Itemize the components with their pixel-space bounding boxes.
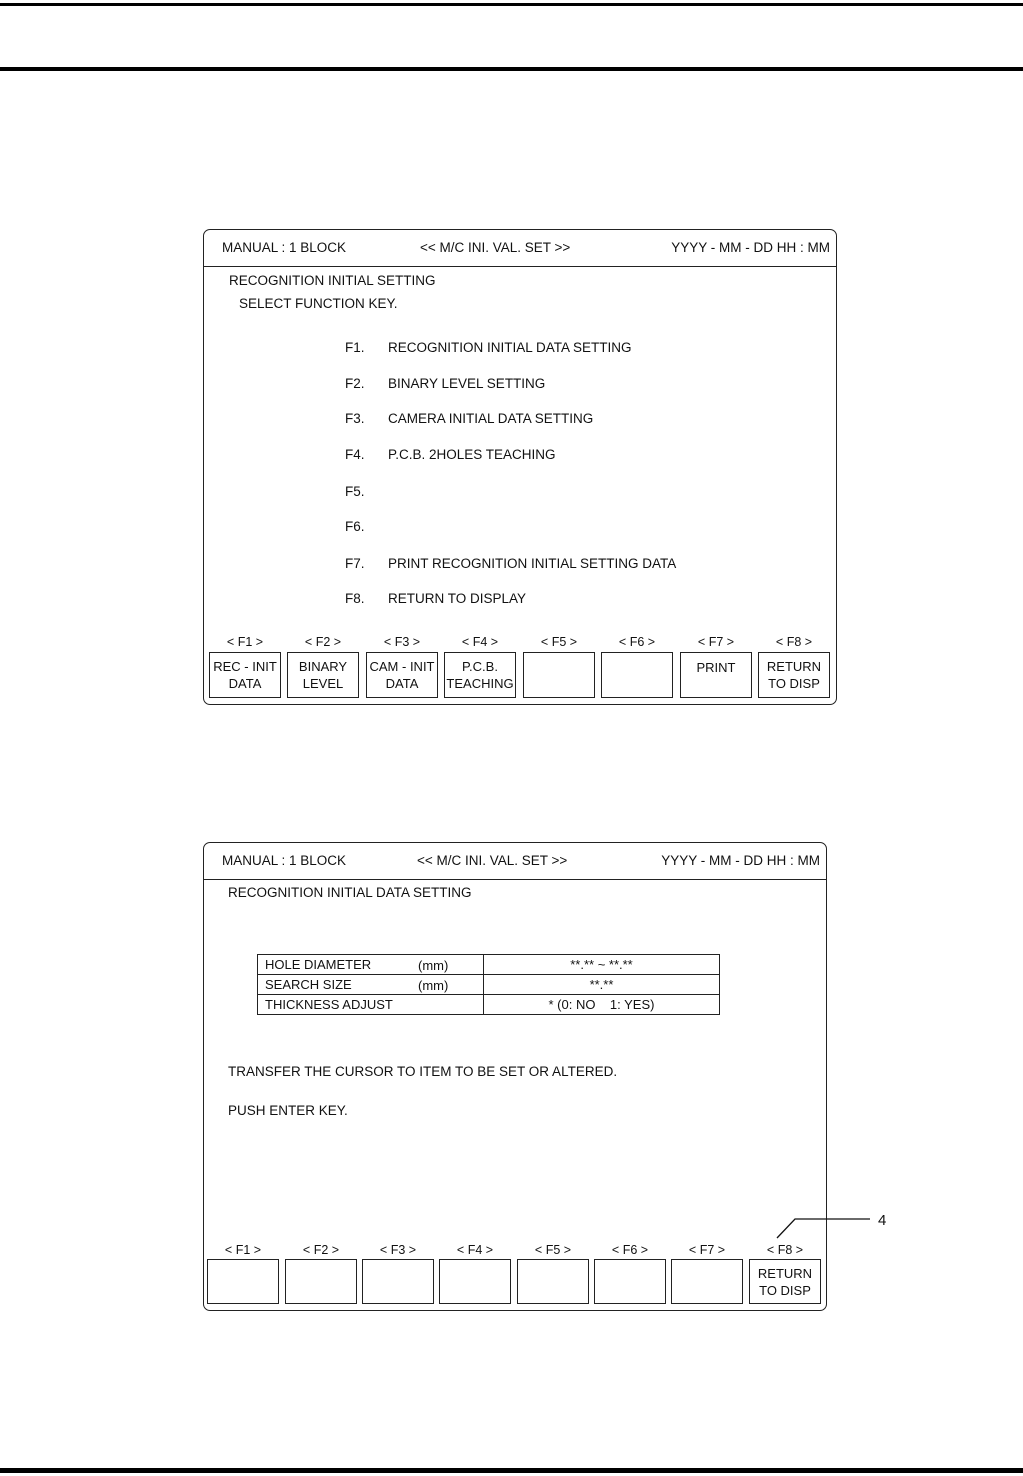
f6-button[interactable] <box>594 1259 666 1304</box>
fkey-label-f3: < F3 > <box>379 1243 417 1257</box>
table-row-search-size[interactable] <box>258 975 720 995</box>
header-title: << M/C INI. VAL. SET >> <box>417 853 568 868</box>
fkey-label-f2: < F2 > <box>302 1243 340 1257</box>
f3-button[interactable] <box>362 1259 434 1304</box>
callout-number: 4 <box>878 1212 887 1229</box>
f7-button[interactable] <box>671 1259 743 1304</box>
f7-print-button[interactable] <box>680 652 752 698</box>
menu-key: F6. <box>345 519 365 534</box>
table-row-thickness-adjust[interactable] <box>258 995 720 1015</box>
f2-binary-level-button[interactable] <box>287 652 359 698</box>
menu-text: RETURN TO DISPLAY <box>388 591 527 606</box>
table-row-hole-diameter[interactable] <box>258 955 720 975</box>
f5-button[interactable] <box>523 652 595 698</box>
menu-key: F1. <box>345 340 365 355</box>
instruction-enter: PUSH ENTER KEY. <box>228 1103 348 1118</box>
fkey-line1: BINARY <box>298 659 348 674</box>
bottom-rule <box>0 1468 1023 1473</box>
screen-heading: RECOGNITION INITIAL SETTING <box>229 273 436 288</box>
param-unit: (mm) <box>418 978 449 993</box>
f5-button[interactable] <box>517 1259 589 1304</box>
fkey-line2: TO DISP <box>768 676 820 691</box>
menu-key: F3. <box>345 411 365 426</box>
fkey-line2: DATA <box>385 676 419 691</box>
param-item: HOLE DIAMETER <box>265 957 372 972</box>
header-title: << M/C INI. VAL. SET >> <box>420 240 571 255</box>
screen-heading: RECOGNITION INITIAL DATA SETTING <box>228 885 472 900</box>
param-value[interactable]: * (0: NO 1: YES) <box>484 995 720 1015</box>
f8-return-to-disp-button[interactable] <box>758 652 830 698</box>
fkey-line2: TEACHING <box>446 676 514 691</box>
fkey-label-f3: < F3 > <box>383 635 421 649</box>
f1-rec-init-data-button[interactable] <box>209 652 281 698</box>
menu-key: F5. <box>345 484 365 499</box>
fkey-line1: RETURN <box>766 659 822 674</box>
fkey-label-f4: < F4 > <box>461 635 499 649</box>
param-item-cell <box>258 975 484 995</box>
fkey-line2: LEVEL <box>302 676 344 691</box>
param-item-cell <box>258 995 484 1015</box>
menu-text: PRINT RECOGNITION INITIAL SETTING DATA <box>388 556 677 571</box>
fkey-line1: PRINT <box>696 660 736 675</box>
menu-text: P.C.B. 2HOLES TEACHING <box>388 447 556 462</box>
param-item: THICKNESS ADJUST <box>265 997 393 1012</box>
parameter-table <box>257 954 720 1015</box>
screen-recognition-initial-data-setting <box>203 842 827 1311</box>
fkey-line1: RETURN <box>757 1265 813 1281</box>
fkey-label-f2: < F2 > <box>304 635 342 649</box>
top-rule-thick <box>0 67 1023 71</box>
param-item-cell <box>258 955 484 975</box>
fkey-line2: TO DISP <box>759 1282 811 1298</box>
fkey-label-f7: < F7 > <box>697 635 735 649</box>
fkey-label-f6: < F6 > <box>611 1243 649 1257</box>
f4-pcb-teaching-button[interactable] <box>444 652 516 698</box>
menu-text: CAMERA INITIAL DATA SETTING <box>388 411 594 426</box>
header-mode: MANUAL : 1 BLOCK <box>222 853 347 868</box>
fkey-line2: DATA <box>228 676 262 691</box>
fkey-label-f1: < F1 > <box>226 635 264 649</box>
fkey-label-f4: < F4 > <box>456 1243 494 1257</box>
fkey-line1: CAM - INIT <box>369 659 435 674</box>
fkey-label-f8: < F8 > <box>766 1243 804 1257</box>
fkey-label-f6: < F6 > <box>618 635 656 649</box>
param-unit: (mm) <box>418 958 449 973</box>
f4-button[interactable] <box>439 1259 511 1304</box>
header-datetime: YYYY - MM - DD HH : MM <box>671 240 830 255</box>
fkey-line1: REC - INIT <box>213 659 277 674</box>
screen-header <box>204 230 836 267</box>
instruction-text: SELECT FUNCTION KEY. <box>239 296 398 311</box>
screen-recognition-initial-setting <box>203 229 837 705</box>
param-value[interactable]: **.** ~ **.** <box>484 955 720 975</box>
menu-key: F2. <box>345 376 365 391</box>
fkey-label-f8: < F8 > <box>775 635 813 649</box>
screen-header <box>204 843 826 880</box>
f3-cam-init-data-button[interactable] <box>366 652 438 698</box>
menu-text: RECOGNITION INITIAL DATA SETTING <box>388 340 632 355</box>
fkey-label-f5: < F5 > <box>534 1243 572 1257</box>
f2-button[interactable] <box>285 1259 357 1304</box>
f6-button[interactable] <box>601 652 673 698</box>
menu-key: F4. <box>345 447 365 462</box>
param-item: SEARCH SIZE <box>265 977 352 992</box>
menu-text: BINARY LEVEL SETTING <box>388 376 546 391</box>
fkey-label-f7: < F7 > <box>688 1243 726 1257</box>
fkey-label-f1: < F1 > <box>224 1243 262 1257</box>
fkey-label-f5: < F5 > <box>540 635 578 649</box>
header-datetime: YYYY - MM - DD HH : MM <box>661 853 820 868</box>
f1-button[interactable] <box>207 1259 279 1304</box>
menu-key: F7. <box>345 556 365 571</box>
top-rule-thin <box>0 3 1023 6</box>
f8-return-to-disp-button[interactable] <box>749 1259 821 1304</box>
fkey-line1: P.C.B. <box>462 659 498 674</box>
header-mode: MANUAL : 1 BLOCK <box>222 240 347 255</box>
menu-key: F8. <box>345 591 365 606</box>
param-value[interactable]: **.** <box>484 975 720 995</box>
instruction-cursor: TRANSFER THE CURSOR TO ITEM TO BE SET OR ALTERED. <box>228 1064 618 1079</box>
